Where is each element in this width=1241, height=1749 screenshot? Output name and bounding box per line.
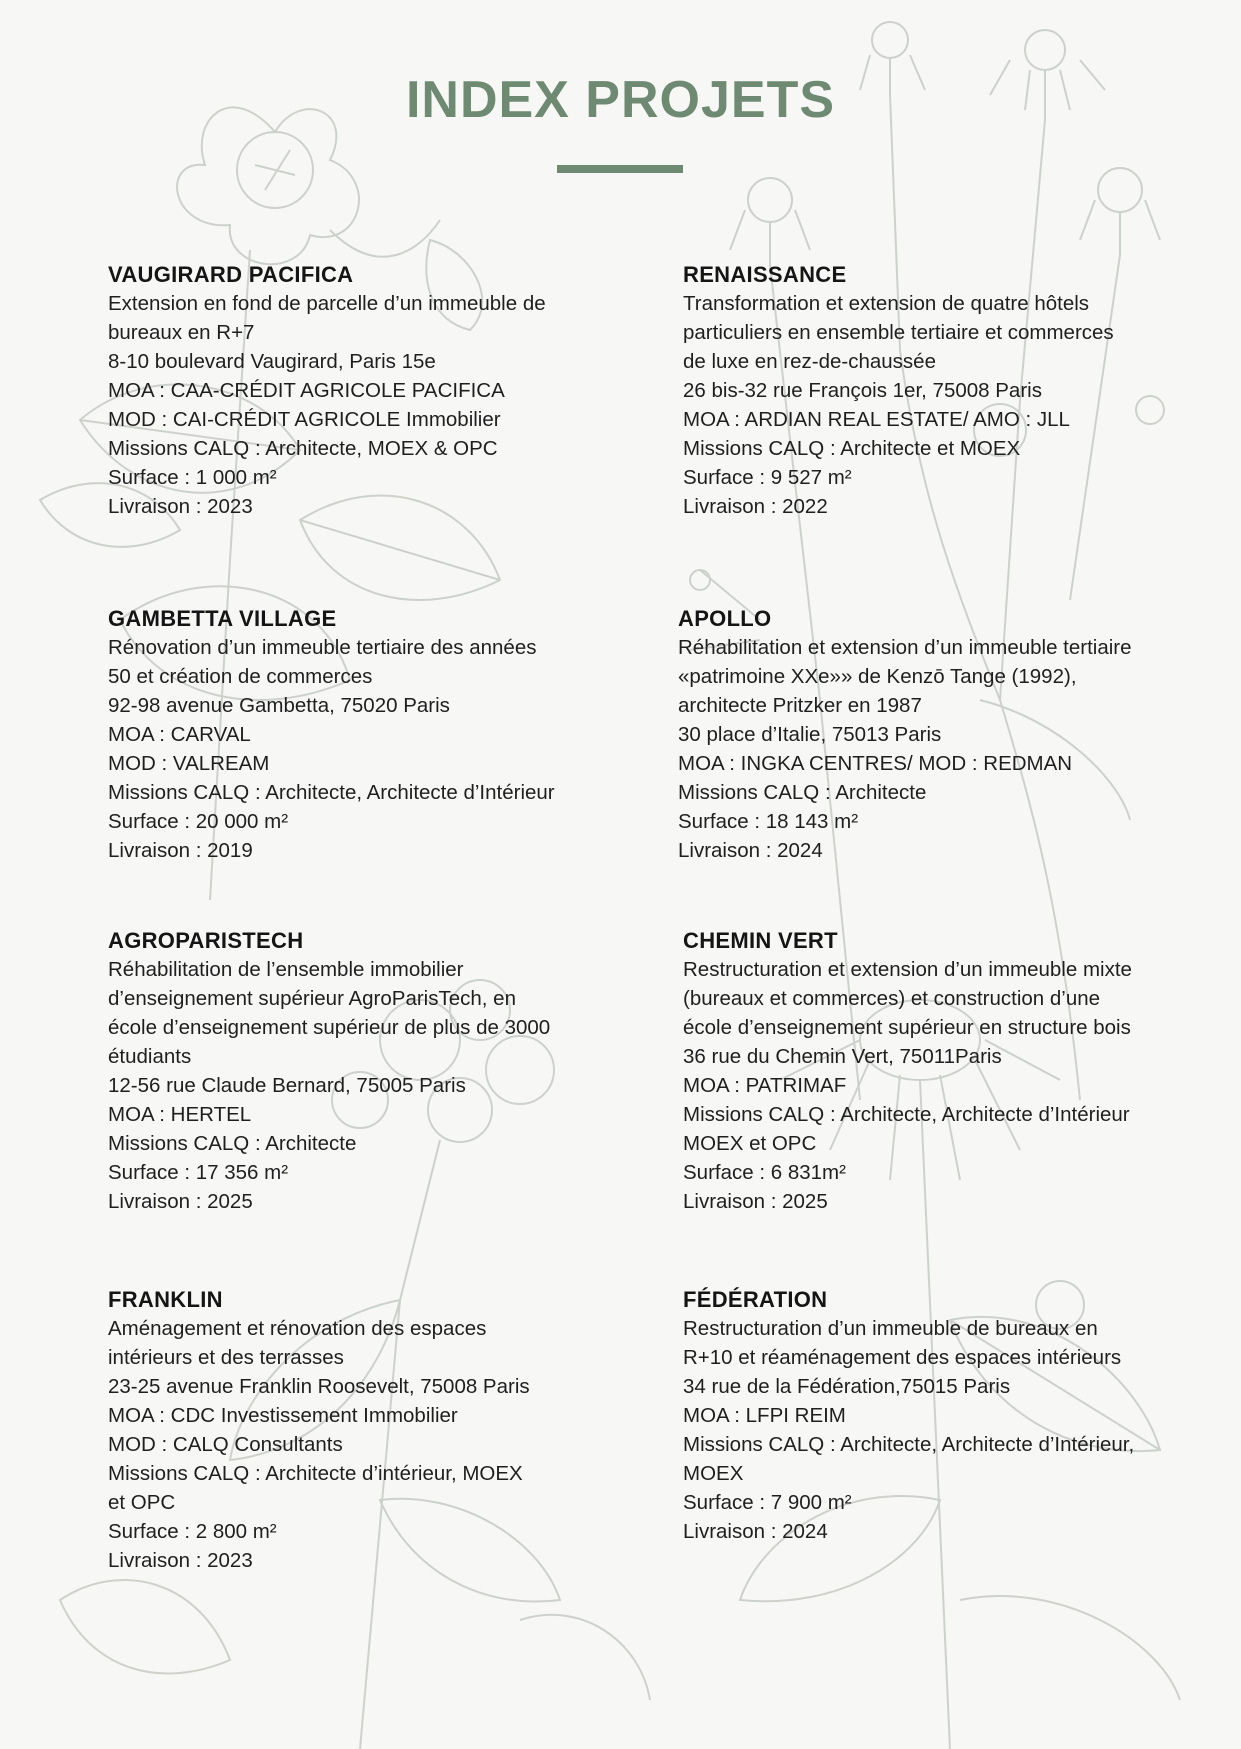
project-missions: MOEX et OPC [683, 1132, 817, 1155]
project-surface: Surface : 20 000 m² [108, 810, 289, 833]
project-missions: Missions CALQ : Architecte d’intérieur, MOEX [108, 1462, 523, 1485]
project-description: Restructuration d’un immeuble de bureaux en [683, 1317, 1098, 1340]
project-missions: Missions CALQ : Architecte, MOEX & OPC [108, 437, 498, 460]
project-moa: MOA : ARDIAN REAL ESTATE/ AMO : JLL [683, 408, 1070, 431]
page-title: INDEX PROJETS [405, 71, 836, 129]
project-moa: MOA : CAA-CRÉDIT AGRICOLE PACIFICA [108, 379, 505, 402]
project-surface: Surface : 17 356 m² [108, 1161, 289, 1184]
project-agroparistech [108, 926, 628, 1216]
project-missions: Missions CALQ : Architecte, Architecte d’Intérieur [683, 1103, 1130, 1126]
project-description: étudiants [108, 1045, 192, 1068]
project-renaissance [683, 260, 1203, 521]
project-surface: Surface : 9 527 m² [683, 466, 852, 489]
project-delivery: Livraison : 2019 [108, 839, 253, 862]
project-delivery: Livraison : 2023 [108, 495, 253, 518]
project-address: 92-98 avenue Gambetta, 75020 Paris [108, 694, 450, 717]
project-name: FRANKLIN [108, 1287, 223, 1312]
project-franklin [108, 1285, 628, 1575]
project-description: «patrimoine XXe»» de Kenzō Tange (1992), [678, 665, 1077, 688]
project-address: 8-10 boulevard Vaugirard, Paris 15e [108, 350, 436, 373]
project-missions: Missions CALQ : Architecte, Architecte d’Intérieur [108, 781, 555, 804]
project-address: 36 rue du Chemin Vert, 75011Paris [683, 1045, 1002, 1068]
project-description: (bureaux et commerces) et construction d’une [683, 987, 1101, 1010]
project-surface: Surface : 1 000 m² [108, 466, 277, 489]
project-description: 50 et création de commerces [108, 665, 373, 688]
project-delivery: Livraison : 2024 [683, 1520, 828, 1543]
project-surface: Surface : 6 831m² [683, 1161, 846, 1184]
project-vaugirard-pacifica [108, 260, 628, 521]
project-address: 26 bis-32 rue François 1er, 75008 Paris [683, 379, 1042, 402]
project-description: Restructuration et extension d’un immeuble mixte [683, 958, 1132, 981]
project-missions: Missions CALQ : Architecte [678, 781, 927, 804]
project-name: RENAISSANCE [683, 262, 847, 287]
project-description: R+10 et réaménagement des espaces intérieurs [683, 1346, 1122, 1369]
project-name: AGROPARISTECH [108, 928, 304, 953]
project-gambetta-village [108, 604, 628, 865]
project-missions: Missions CALQ : Architecte [108, 1132, 357, 1155]
project-moa: MOA : LFPI REIM [683, 1404, 846, 1427]
project-description: Rénovation d’un immeuble tertiaire des années [108, 636, 537, 659]
project-description: de luxe en rez-de-chaussée [683, 350, 936, 373]
project-name: CHEMIN VERT [683, 928, 838, 953]
project-delivery: Livraison : 2025 [108, 1190, 253, 1213]
project-description: intérieurs et des terrasses [108, 1346, 344, 1369]
project-missions: Missions CALQ : Architecte, Architecte d’Intérieur, [683, 1433, 1135, 1456]
project-description: d’enseignement supérieur AgroParisTech, en [108, 987, 516, 1010]
project-moa: MOA : CARVAL [108, 723, 251, 746]
project-description: Extension en fond de parcelle d’un immeuble de [108, 292, 546, 315]
project-name: VAUGIRARD PACIFICA [108, 262, 354, 287]
project-delivery: Livraison : 2022 [683, 495, 828, 518]
project-description: architecte Pritzker en 1987 [678, 694, 922, 717]
project-missions: et OPC [108, 1491, 176, 1514]
project-description: Réhabilitation de l’ensemble immobilier [108, 958, 464, 981]
project-delivery: Livraison : 2023 [108, 1549, 253, 1572]
project-moa: MOA : PATRIMAF [683, 1074, 847, 1097]
project-surface: Surface : 7 900 m² [683, 1491, 852, 1514]
title-underline [557, 165, 683, 173]
project-description: bureaux en R+7 [108, 321, 255, 344]
project-mod: MOD : CAI-CRÉDIT AGRICOLE Immobilier [108, 408, 501, 431]
project-address: 12-56 rue Claude Bernard, 75005 Paris [108, 1074, 466, 1097]
project-delivery: Livraison : 2024 [678, 839, 823, 862]
project-delivery: Livraison : 2025 [683, 1190, 828, 1213]
project-moa: MOA : HERTEL [108, 1103, 252, 1126]
project-missions: Missions CALQ : Architecte et MOEX [683, 437, 1021, 460]
project-description: école d’enseignement supérieur de plus de 3000 [108, 1016, 551, 1039]
project-apollo [678, 604, 1198, 865]
project-moa: MOA : CDC Investissement Immobilier [108, 1404, 458, 1427]
project-mod: MOD : VALREAM [108, 752, 270, 775]
project-surface: Surface : 18 143 m² [678, 810, 859, 833]
project-description: école d’enseignement supérieur en structure bois [683, 1016, 1131, 1039]
project-description: Aménagement et rénovation des espaces [108, 1317, 487, 1340]
project-name: APOLLO [678, 606, 772, 631]
project-federation [683, 1285, 1203, 1546]
project-missions: MOEX [683, 1462, 744, 1485]
project-description: particuliers en ensemble tertiaire et commerces [683, 321, 1114, 344]
project-address: 23-25 avenue Franklin Roosevelt, 75008 Paris [108, 1375, 530, 1398]
project-name: FÉDÉRATION [683, 1287, 828, 1312]
project-name: GAMBETTA VILLAGE [108, 606, 337, 631]
project-address: 30 place d’Italie, 75013 Paris [678, 723, 942, 746]
project-mod: MOD : CALQ Consultants [108, 1433, 343, 1456]
project-surface: Surface : 2 800 m² [108, 1520, 277, 1543]
project-chemin-vert [683, 926, 1203, 1216]
project-moa: MOA : INGKA CENTRES/ MOD : REDMAN [678, 752, 1073, 775]
project-address: 34 rue de la Fédération,75015 Paris [683, 1375, 1011, 1398]
project-description: Transformation et extension de quatre hôtels [683, 292, 1090, 315]
project-description: Réhabilitation et extension d’un immeuble tertiaire [678, 636, 1132, 659]
